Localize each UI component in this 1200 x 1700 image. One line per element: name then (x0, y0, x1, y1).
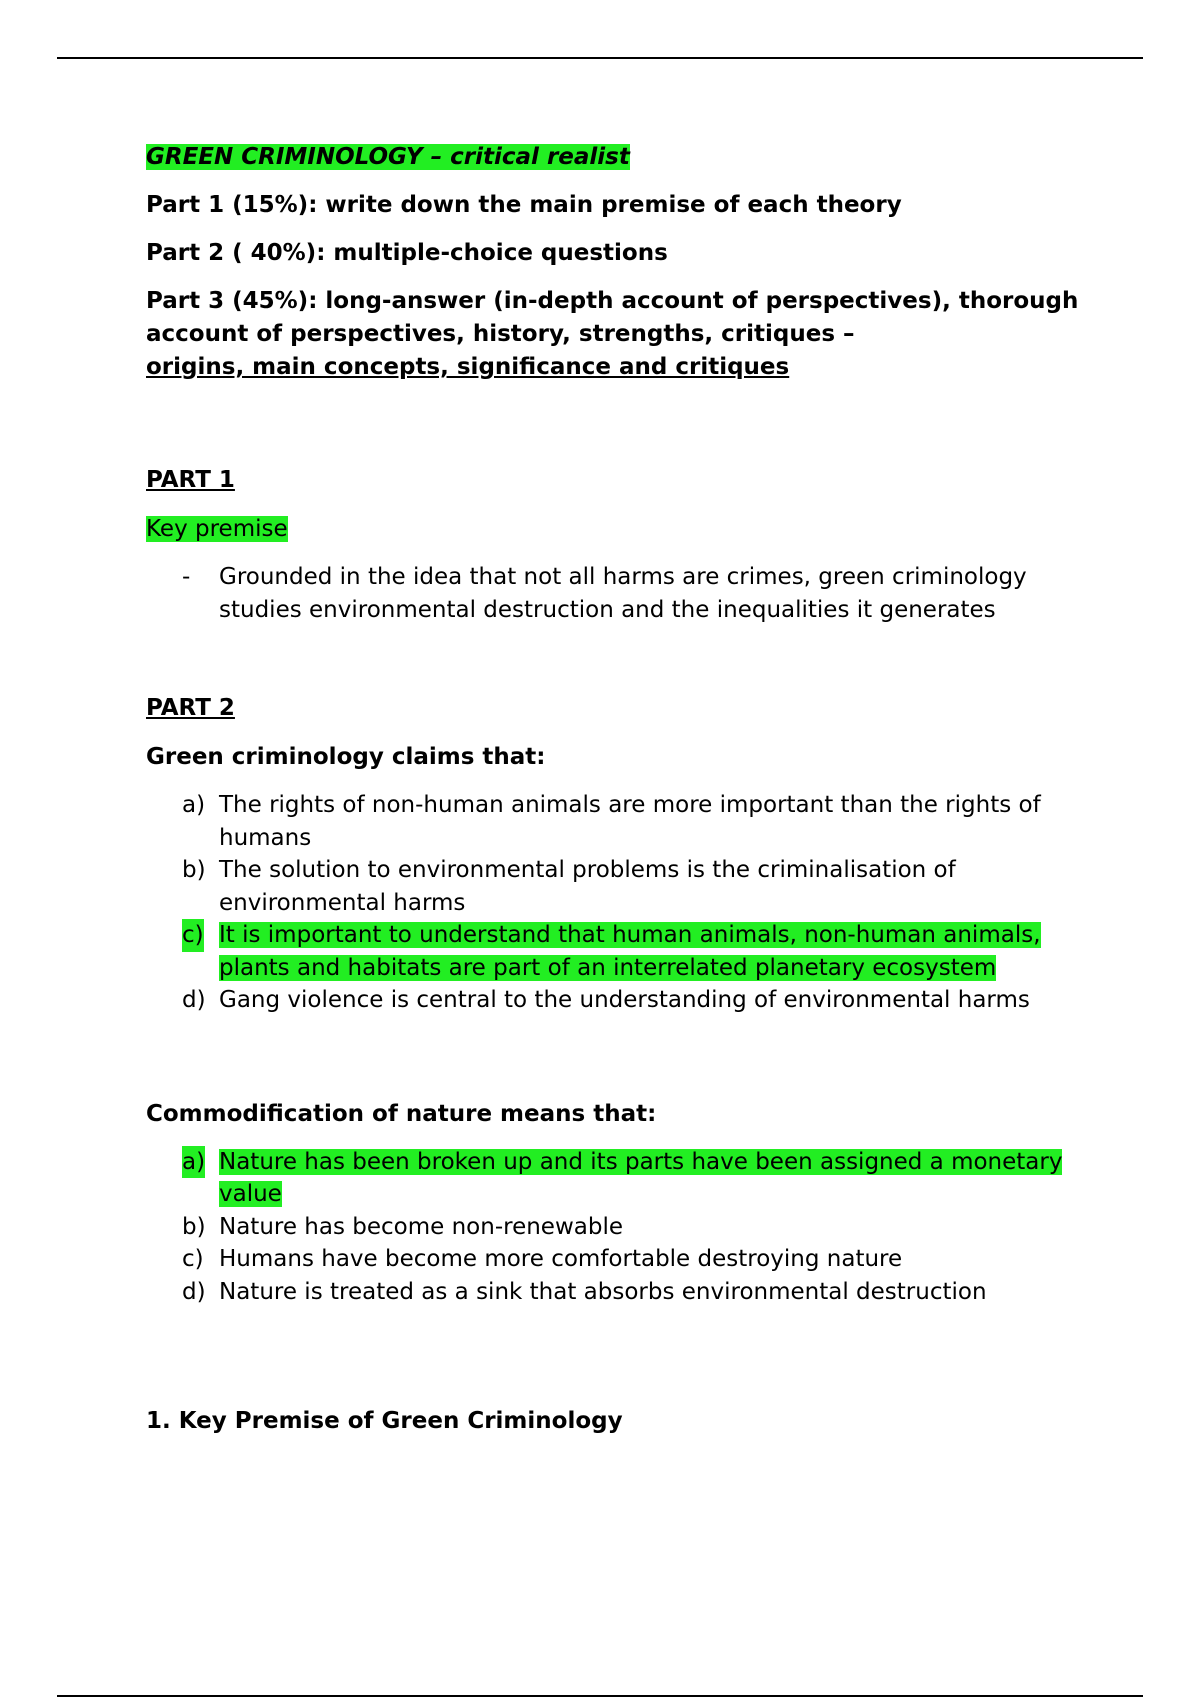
option-d: d) Nature is treated as a sink that absorbs environmental destruction (182, 1278, 987, 1305)
part2-description: Part 2 ( 40%): multiple-choice questions (146, 240, 668, 266)
document-title: GREEN CRIMINOLOGY – critical realist (146, 144, 630, 170)
option-b: b) The solution to environmental problems is the criminalisation of environmental harms (182, 857, 956, 916)
option-a: a) The rights of non-human animals are more important than the rights of humans (182, 792, 1041, 851)
option-a-correct: a) Nature has been broken up and its parts have been assigned a monetary value (146, 1146, 1106, 1211)
key-premise-label: Key premise (146, 516, 288, 542)
list-item: - Grounded in the idea that not all harms are crimes, green criminology studies environmental destruction and the inequalities it generates (182, 564, 1027, 623)
document-body (146, 140, 1106, 1453)
question-1: Green criminology claims that: (146, 744, 546, 770)
option-c-correct: c) It is important to understand that human animals, non-human animals, plants and habitats are part of an interrelated planetary ecosystem (146, 919, 1106, 984)
key-premise-list (146, 561, 1106, 627)
option-d: d) Gang violence is central to the understanding of environmental harms (182, 987, 1030, 1013)
part1-description: Part 1 (15%): write down the main premise of each theory (146, 192, 902, 218)
part3-underlined: origins, main concepts, significance and critiques (146, 354, 790, 380)
section-1-heading: 1. Key Premise of Green Criminology (146, 1408, 623, 1434)
part2-heading: PART 2 (146, 695, 235, 721)
option-c: c) Humans have become more comfortable destroying nature (182, 1246, 903, 1272)
question-2-options (146, 1146, 1106, 1309)
question-1-options (146, 789, 1106, 1017)
question-2: Commodification of nature means that: (146, 1100, 657, 1127)
part3-description: Part 3 (45%): long-answer (in-depth account of perspectives), thorough account of perspectives, history, strengths, critiques – origins, main concepts, significance and critiques (146, 288, 1079, 380)
part1-heading: PART 1 (146, 467, 235, 493)
option-b: b) Nature has become non-renewable (182, 1213, 624, 1240)
header-rule (57, 57, 1143, 59)
footer-rule (57, 1695, 1143, 1697)
